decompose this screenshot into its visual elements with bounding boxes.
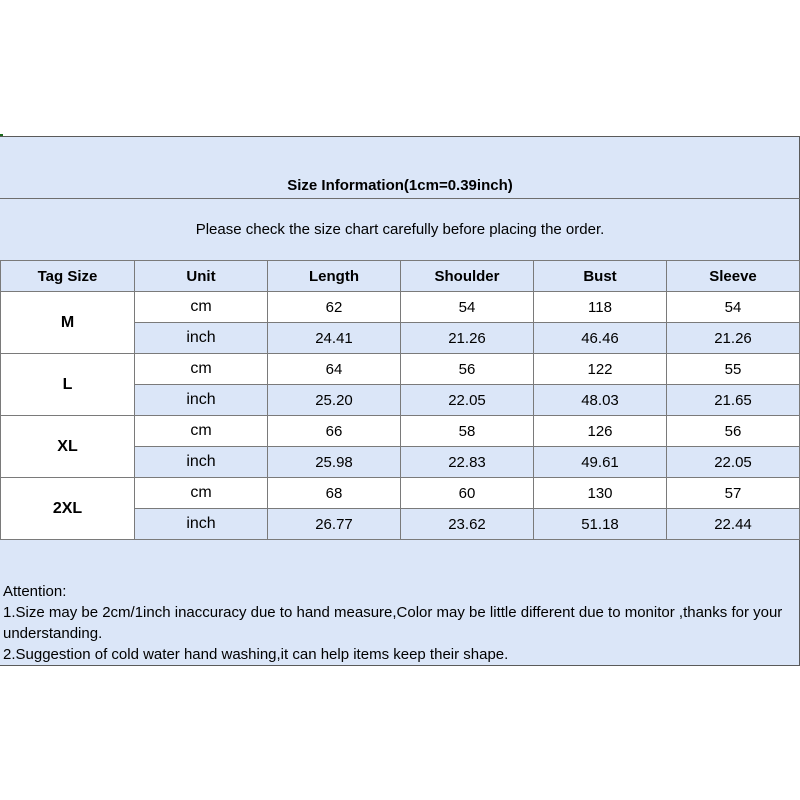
length-cell: 62 [268,292,401,323]
length-cell: 24.41 [268,323,401,354]
sleeve-cell: 21.26 [667,323,800,354]
shoulder-cell: 58 [401,416,534,447]
header-shoulder: Shoulder [401,261,534,292]
table-row [1,416,800,447]
shoulder-cell: 23.62 [401,509,534,540]
unit-cell: inch [135,385,268,416]
tag-size-cell: L [1,354,135,416]
shoulder-cell: 54 [401,292,534,323]
length-cell: 66 [268,416,401,447]
size-table [0,260,800,540]
tag-size-cell: XL [1,416,135,478]
unit-cell: inch [135,323,268,354]
header-tag-size: Tag Size [1,261,135,292]
sleeve-cell: 57 [667,478,800,509]
bust-cell: 126 [534,416,667,447]
sleeve-cell: 55 [667,354,800,385]
table-row [1,478,800,509]
length-cell: 26.77 [268,509,401,540]
table-row [1,292,800,323]
header-length: Length [268,261,401,292]
bust-cell: 48.03 [534,385,667,416]
unit-cell: inch [135,447,268,478]
shoulder-cell: 56 [401,354,534,385]
shoulder-cell: 60 [401,478,534,509]
header-unit: Unit [135,261,268,292]
shoulder-cell: 21.26 [401,323,534,354]
sleeve-cell: 56 [667,416,800,447]
length-cell: 25.98 [268,447,401,478]
table-header-row [1,261,800,292]
notes-heading: Attention: [3,583,67,600]
length-cell: 68 [268,478,401,509]
chart-title: Size Information(1cm=0.39inch) [287,176,513,194]
unit-cell: cm [135,478,268,509]
title-divider [0,198,800,199]
notes-line-2: 2.Suggestion of cold water hand washing,it can help items keep their shape. [3,646,509,663]
shoulder-cell: 22.05 [401,385,534,416]
sleeve-cell: 22.05 [667,447,800,478]
chart-subtitle: Please check the size chart carefully before placing the order. [195,220,605,238]
unit-cell: cm [135,416,268,447]
bust-cell: 130 [534,478,667,509]
bust-cell: 122 [534,354,667,385]
sleeve-cell: 21.65 [667,385,800,416]
tag-size-cell: 2XL [1,478,135,540]
table-row [1,354,800,385]
bust-cell: 118 [534,292,667,323]
sleeve-cell: 54 [667,292,800,323]
unit-cell: cm [135,354,268,385]
length-cell: 25.20 [268,385,401,416]
unit-cell: inch [135,509,268,540]
notes-line-1: 1.Size may be 2cm/1inch inaccuracy due to hand measure,Color may be little different due to monitor ,thanks for your understanding. [3,604,783,642]
header-sleeve: Sleeve [667,261,800,292]
unit-cell: cm [135,292,268,323]
bust-cell: 51.18 [534,509,667,540]
attention-notes [3,581,797,665]
bust-cell: 46.46 [534,323,667,354]
bust-cell: 49.61 [534,447,667,478]
tag-size-cell: M [1,292,135,354]
length-cell: 64 [268,354,401,385]
header-bust: Bust [534,261,667,292]
shoulder-cell: 22.83 [401,447,534,478]
sleeve-cell: 22.44 [667,509,800,540]
